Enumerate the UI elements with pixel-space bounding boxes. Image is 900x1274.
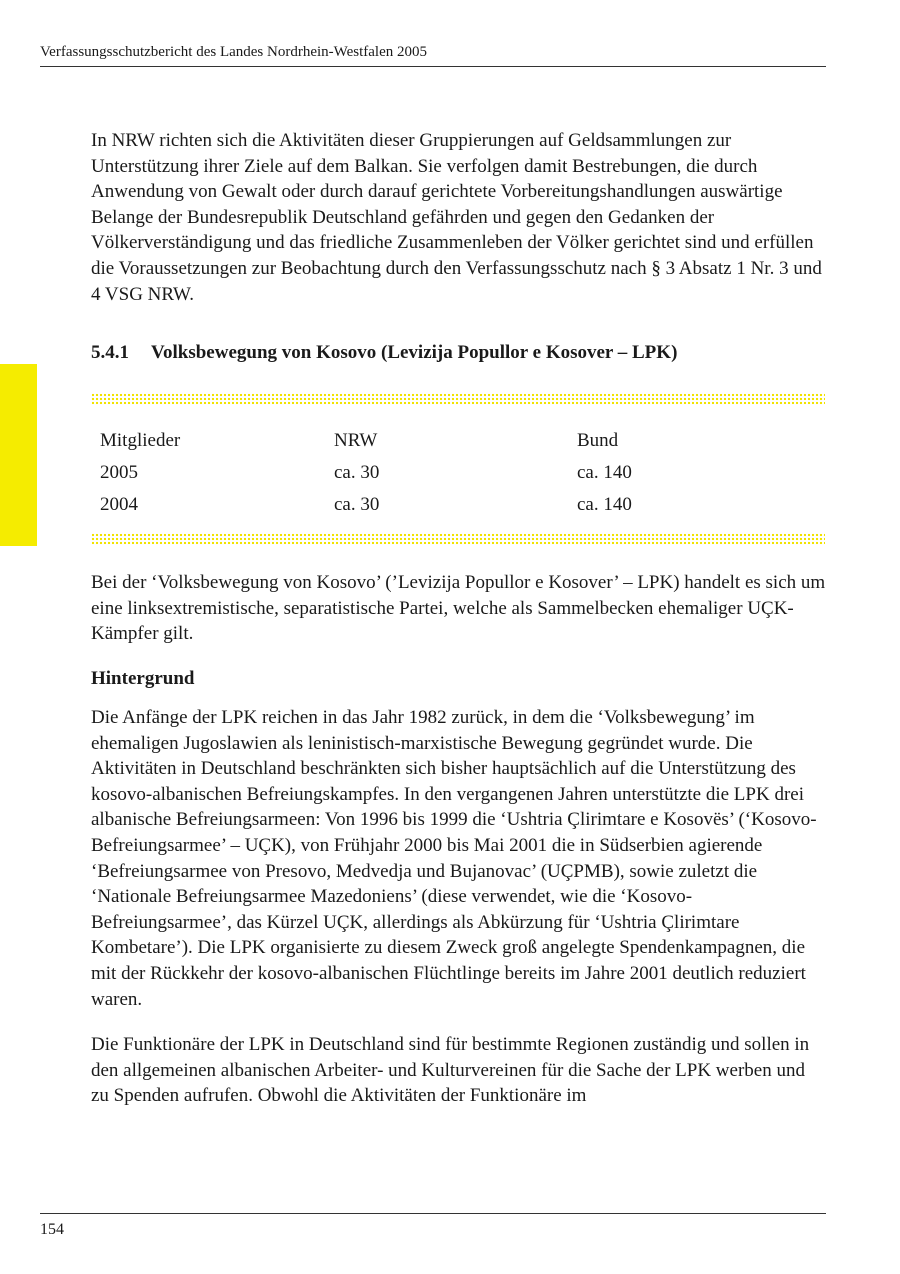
chapter-marker-bar	[0, 364, 37, 546]
table-cell: 2005	[100, 462, 138, 483]
background-paragraph-1: Die Anfänge der LPK reichen in das Jahr 1982 zurück, in dem die ‘Volksbewegung’ im ehemaligen Jugoslawien als leninistisch-marxistische Bewegung gegründet wurde. Die Aktivitäten in Deutschland beschränkten sich bisher hauptsächlich auf die Unterstützung des kosovo-albanischen Befreiungskampfes. In den vergangenen Jahren unterstützte die LPK drei albanische Befreiungsarmeen: Von 1996 bis 1999 die ‘Ushtria Çlirimtare e Kosovës’ (‘Kosovo-Befreiungsarmee’ – UÇK), von Frühjahr 2000 bis Mai 2001 die in Südserbien agierende ‘Befreiungsarmee von Presovo, Medvedja und Bujanovac’ (UÇPMB), sowie zuletzt die ‘Nationale Befreiungsarmee Mazedoniens’ (diese verwendet, wie die ‘Kosovo-Befreiungsarmee’, das Kürzel UÇK, allerdings als Abkürzung für ‘Ushtria Çlirimtare Kombetare’). Die LPK organisierte zu diesem Zweck groß angelegte Spendenkampagnen, die mit der Rückkehr der kosovo-albanischen Flüchtlinge bereits im Jahre 2001 deutlich reduziert waren.	[91, 707, 817, 1010]
table-cell: ca. 30	[334, 494, 380, 515]
running-header: Verfassungsschutzbericht des Landes Nordrhein-Westfalen 2005	[40, 42, 826, 67]
background-paragraph-2: Die Funktionäre der LPK in Deutschland sind für bestimmte Regionen zuständig und sollen in den allgemeinen albanischen Arbeiter- und Kulturvereinen für die Sache der LPK werben und zu Spenden aufrufen. Obwohl die Aktivitäten der Funktionäre im	[91, 1034, 810, 1107]
page-number: 154	[40, 1221, 64, 1238]
footer-rule	[40, 1213, 826, 1214]
section-number: 5.4.1	[91, 342, 129, 363]
table-cell: ca. 140	[577, 462, 632, 483]
intro-paragraph: In NRW richten sich die Aktivitäten dieser Gruppierungen auf Geldsammlungen zur Unterstützung ihrer Ziele auf dem Balkan. Sie verfolgen damit Bestrebungen, die durch Anwendung von Gewalt oder durch darauf gerichtete Vorbereitungshandlungen auswärtige Belange der Bundesrepublik Deutschland gefährden und gegen den Gedanken der Völkerverständigung und das friedliche Zusammenleben der Völker gerichtet sind und erfüllen die Voraussetzungen zur Beobachtung durch den Verfassungsschutz nach § 3 Absatz 1 Nr. 3 und 4 VSG NRW.	[91, 130, 822, 305]
table-cell: ca. 30	[334, 462, 380, 483]
table-header-row	[100, 425, 800, 457]
member-table	[100, 425, 800, 521]
table-header-cell: Bund	[577, 430, 619, 451]
section-heading	[91, 341, 827, 365]
table-row	[100, 457, 800, 489]
table-top-dotted-rule	[91, 393, 825, 405]
table-cell: 2004	[100, 494, 138, 515]
table-header-cell: Mitglieder	[100, 430, 181, 451]
table-header-cell: NRW	[334, 430, 378, 451]
table-cell: ca. 140	[577, 494, 632, 515]
table-bottom-dotted-rule	[91, 533, 825, 545]
background-heading: Hintergrund	[91, 668, 195, 689]
table-row	[100, 489, 800, 521]
section-title: Volksbewegung von Kosovo (Levizija Popullor e Kosover – LPK)	[151, 342, 678, 363]
description-paragraph: Bei der ‘Volksbewegung von Kosovo’ (’Levizija Popullor e Kosover’ – LPK) handelt es sich um eine linksextremistische, separatistische Partei, welche als Sammelbecken ehemaliger UÇK-Kämpfer gilt.	[91, 572, 826, 645]
